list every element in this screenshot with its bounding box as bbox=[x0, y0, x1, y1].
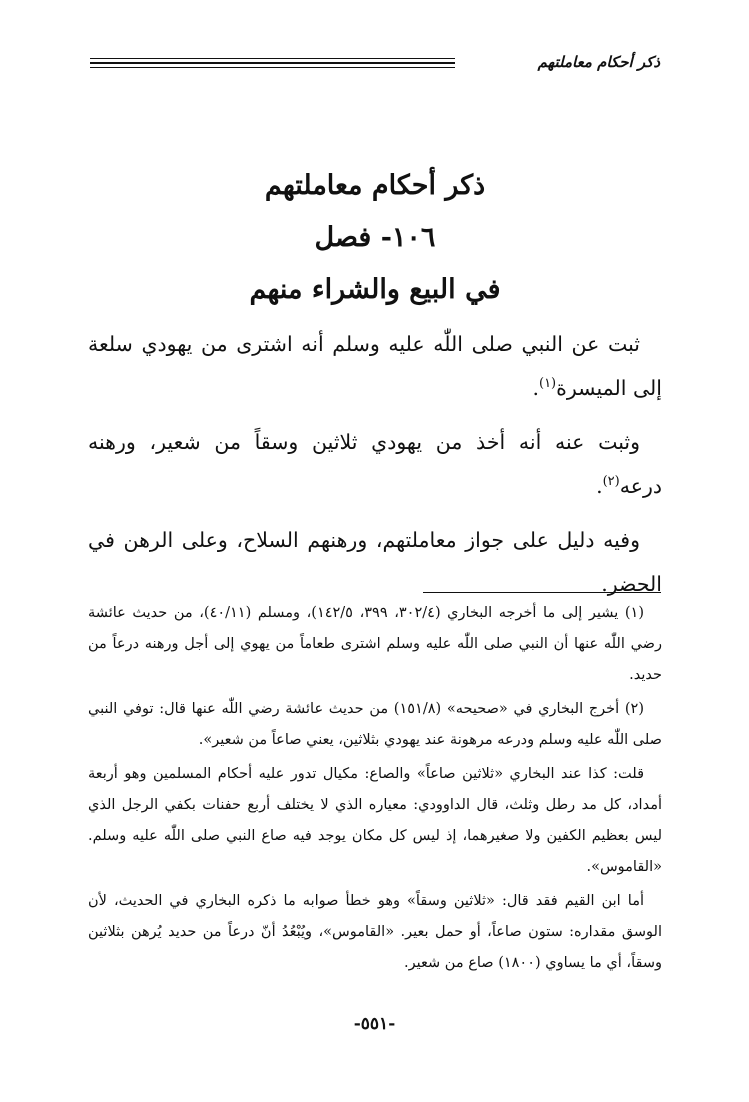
footnote: (٢) أخرج البخاري في «صحيحه» (١٥١/٨) من حديث عائشة رضي اللّٰه عنها قال: توفي النبي صلى اللّٰه عليه وسلم ودرعه مرهونة عند يهودي بثلاثين، يعني صاعاً من شعير». bbox=[88, 701, 662, 748]
chapter-headings bbox=[90, 160, 660, 316]
footnote-ref[interactable]: (٢) bbox=[602, 474, 620, 490]
section-number: ١٠٦- فصل bbox=[314, 222, 436, 253]
section-subtitle: في البيع والشراء منهم bbox=[249, 274, 501, 305]
chapter-title: ذكر أحكام معاملتهم bbox=[264, 170, 486, 201]
paragraph-text: وثبت عنه أنه أخذ من يهودي ثلاثين وسقاً من شعير، ورهنه درعه bbox=[88, 430, 662, 498]
footnote: (١) يشير إلى ما أخرجه البخاري (٣٠٢/٤، ٣٩٩، ١٤٢/٥)، ومسلم (٤٠/١١)، من حديث عائشة رضي اللّٰه عنها أن النبي صلى اللّٰه عليه وسلم اشترى طعاماً من يهوي إلى أجل ورهنه درعاً من حديد. bbox=[88, 605, 662, 683]
paragraph-end: . bbox=[596, 474, 603, 498]
header-rule bbox=[90, 67, 455, 68]
page-number: -٥٥١- bbox=[353, 1014, 396, 1034]
main-text bbox=[88, 322, 662, 616]
paragraph-end: . bbox=[532, 376, 539, 400]
running-header bbox=[90, 52, 660, 76]
footnote-note: قلت: كذا عند البخاري «ثلاثين صاعاً» والصاع: مكيال تدور عليه أحكام المسلمين وهو أربعة أمداد، كل مد رطل وثلث، قال الداوودي: معياره الذي لا يختلف أربع حفنات بكفي الرجل الذي ليس بعظيم الكفين ولا صغيرهما، إذ ليس كل مكان يوجد فيه صاع النبي صلى اللّٰه عليه وسلم. «القاموس». bbox=[88, 766, 662, 875]
footnotes bbox=[88, 598, 662, 982]
paragraph-text: ثبت عن النبي صلى اللّٰه عليه وسلم أنه اشترى من يهودي سلعة إلى الميسرة bbox=[88, 332, 662, 400]
footnote-separator bbox=[423, 592, 661, 593]
running-title: ذكر أحكام معاملتهم bbox=[532, 52, 660, 72]
paragraph-text: وفيه دليل على جواز معاملتهم، ورهنهم السلاح، وعلى الرهن في الحضر. bbox=[88, 528, 662, 596]
paragraph bbox=[88, 420, 662, 508]
footnote-note: أما ابن القيم فقد قال: «ثلاثين وسقاً» وهو خطأ صوابه ما ذكره البخاري في الحديث، لأن الوسق مقداره: ستون صاعاً، أو حمل بعير. «القاموس»، ويُبْعُدُ أنّ درعاً من حديد يُرهن بثلاثين وسقاً، أي ما يساوي (١٨٠٠) صاع من شعير. bbox=[88, 893, 662, 971]
header-rule bbox=[90, 58, 455, 59]
footnote-ref[interactable]: (١) bbox=[538, 376, 557, 392]
paragraph bbox=[88, 322, 662, 410]
header-rule bbox=[90, 62, 455, 64]
